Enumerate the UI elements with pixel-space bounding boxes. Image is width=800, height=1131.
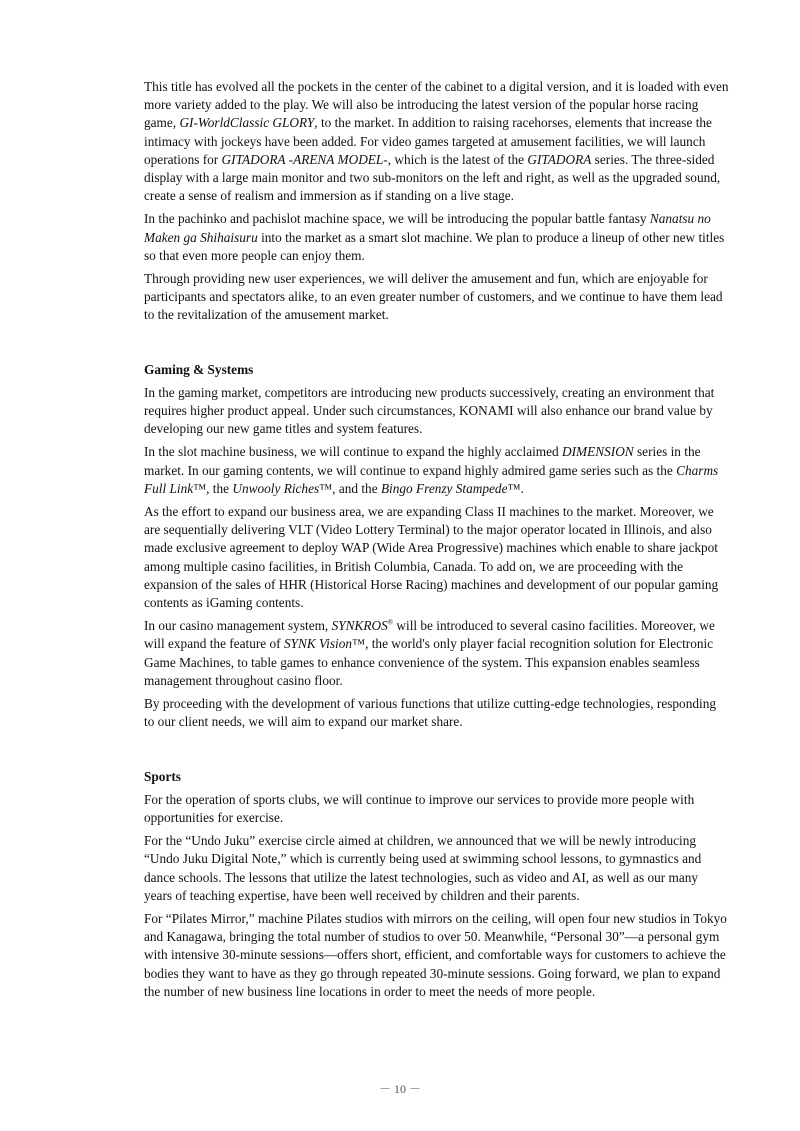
- sports-paragraph-1: For the operation of sports clubs, we will continue to improve our services to provide more people with opportunities for exercise.: [144, 791, 695, 825]
- document-body: [144, 78, 729, 1006]
- gaming-paragraph-2: In the slot machine business, we will continue to expand the highly acclaimed DIMENSION series in the market. In our gaming contents, we will continue to expand highly admired game series such as the Charms Full Link™, the Unwooly Riches™, and the Bingo Frenzy Stampede™.: [144, 444, 719, 496]
- section-heading-gaming: Gaming & Systems: [144, 361, 254, 377]
- gaming-paragraph-1: In the gaming market, competitors are introducing new products successively, creating an environment that requires higher product appeal. Under such circumstances, KONAMI will also enhance our brand value by developing our new game titles and system features.: [144, 384, 715, 437]
- gaming-paragraph-4: In our casino management system, SYNKROS® will be introduced to several casino facilities. Moreover, we will expand the feature of SYNK Vision™, the world's only player facial recognition solution for Electronic Game Machines, to table games to enhance convenience of the system. This expansion enables seamless management throughout casino floor.: [144, 618, 715, 688]
- section-heading-sports: Sports: [144, 768, 181, 784]
- gaming-paragraph-3: As the effort to expand our business area, we are expanding Class II machines to the market. Moreover, we are sequentially delivering VLT (Video Lottery Terminal) to the major operator located in Illinois, and also made exclusive agreement to deploy WAP (Wide Area Progressive) machines which enable to share jackpot among multiple casino facilities, in British Columbia, Canada. To add on, we are proceeding with the expansion of the sales of HHR (Historical Horse Racing) machines and development of our popular gaming contents as iGaming contents.: [144, 504, 719, 611]
- gaming-paragraph-5: By proceeding with the development of various functions that utilize cutting-edge technologies, responding to our client needs, we will aim to expand our market share.: [144, 696, 716, 730]
- intro-paragraph-1: This title has evolved all the pockets in the center of the cabinet to a digital version, and it is loaded with even more variety added to the play. We will also be introducing the latest version of the popular horse racing game, GI-WorldClassic GLORY, to the market. In addition to raising racehorses, elements that increase the intimacy with jockeys have been added. For video games targeted at amusement facilities, we will launch operations for GITADORA -ARENA MODEL-, which is the latest of the GITADORA series. The three-sided display with a large main monitor and two sub-monitors on the left and right, as well as the upgraded sound, create a sense of realism and immersion as if standing on a live stage.: [144, 79, 729, 204]
- page-number: － 10 －: [378, 1082, 421, 1096]
- intro-paragraph-2: In the pachinko and pachislot machine space, we will be introducing the popular battle fantasy Nanatsu no Maken ga Shihaisuru into the market as a smart slot machine. We plan to produce a lineup of other new titles so that even more people can enjoy them.: [144, 211, 725, 263]
- sports-paragraph-2: For the “Undo Juku” exercise circle aimed at children, we announced that we will be newly introducing “Undo Juku Digital Note,” which is currently being used at swimming school lessons, to gymnastics and dance schools. The lessons that utilize the latest technologies, such as video and AI, as well as our many years of teaching expertise, have been well received by children and their parents.: [144, 833, 702, 903]
- intro-paragraph-3: Through providing new user experiences, we will deliver the amusement and fun, which are enjoyable for participants and spectators alike, to an even greater number of customers, and we continue to have them lead to the revitalization of the amusement market.: [144, 271, 723, 323]
- sports-paragraph-3: For “Pilates Mirror,” machine Pilates studios with mirrors on the ceiling, will open four new studios in Tokyo and Kanagawa, bringing the total number of studios to over 50. Meanwhile, “Personal 30”—a personal gym with intensive 30-minute sessions—offers short, efficient, and comfortable ways for customers to achieve the bodies they want to have as they go through repeated 30-minute sessions. Going forward, we plan to expand the number of new business line locations in order to meet the needs of more people.: [144, 910, 727, 999]
